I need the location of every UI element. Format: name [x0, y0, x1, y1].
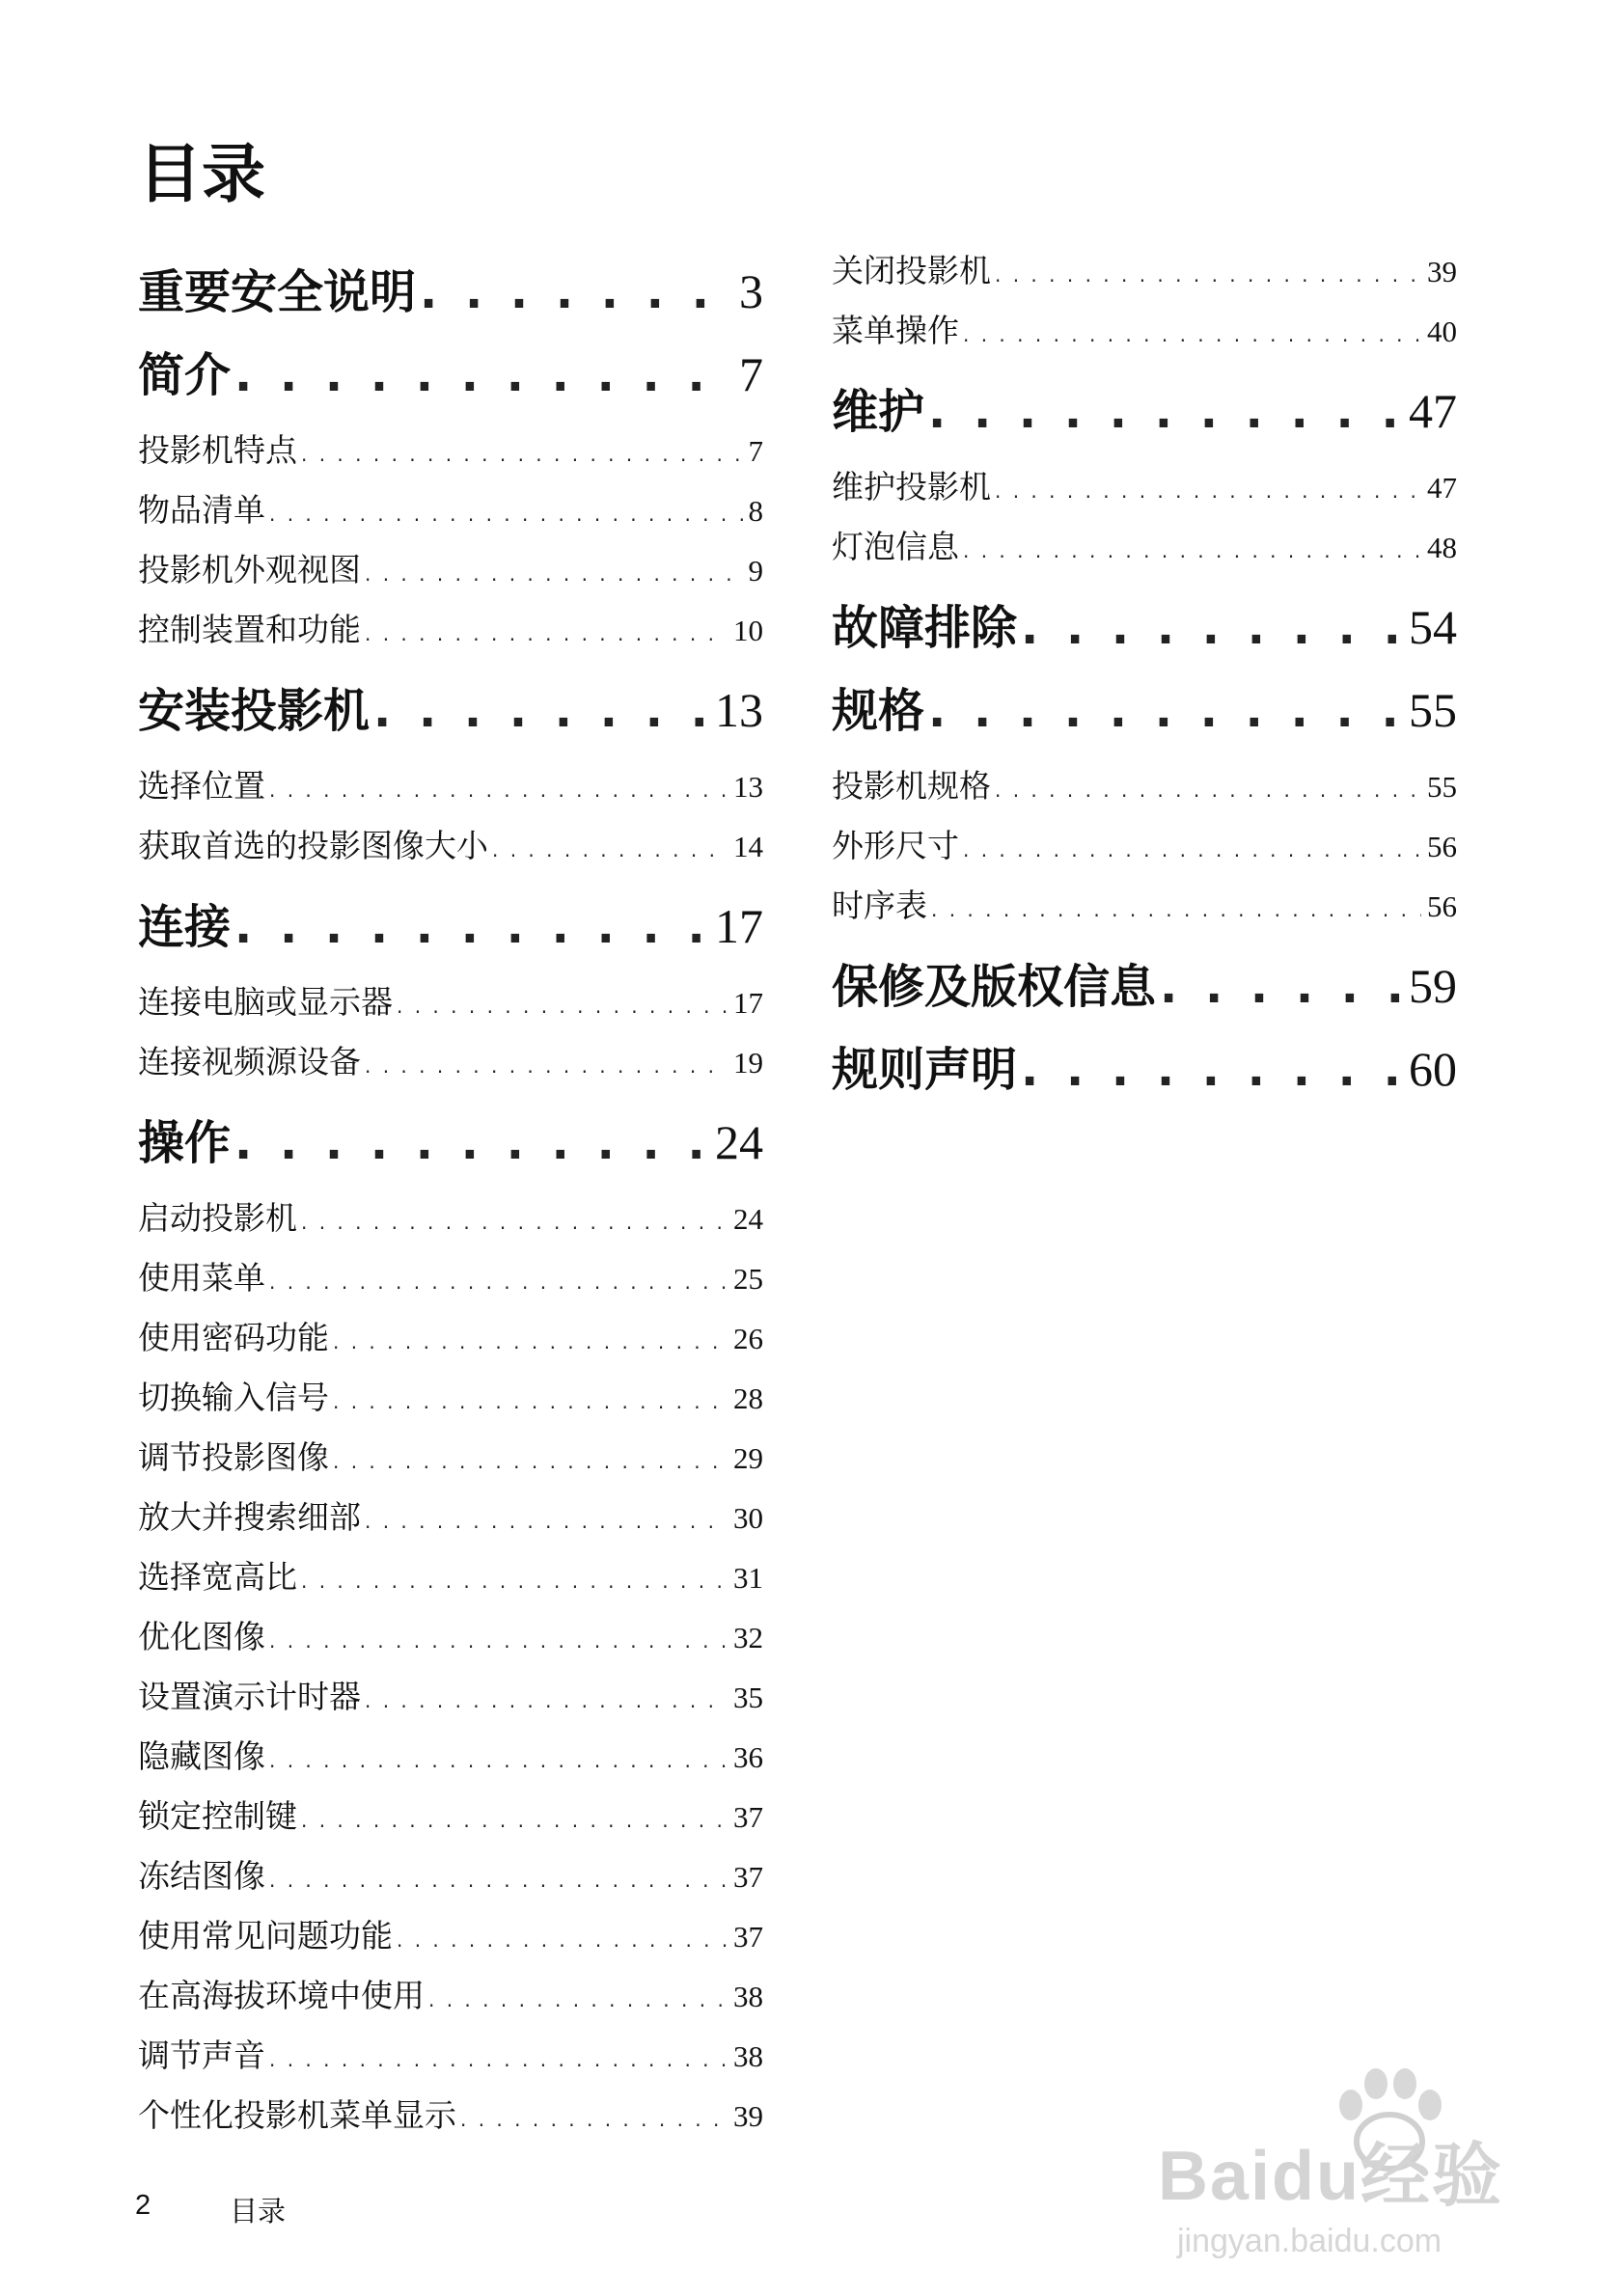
toc-section[interactable]	[138, 1667, 763, 1727]
dot-leader	[301, 424, 743, 480]
toc-chapter[interactable]	[832, 949, 1457, 1009]
toc-page-number: 9	[748, 554, 763, 588]
toc-section-title: 优化图像	[138, 1618, 265, 1655]
dot-leader	[373, 684, 709, 733]
toc-chapter[interactable]	[832, 673, 1457, 733]
toc-page-number: 60	[1409, 1042, 1457, 1092]
toc-page-number: 56	[1427, 889, 1457, 923]
dot-leader	[301, 1192, 728, 1248]
toc-chapter-title: 操作	[138, 1116, 232, 1165]
toc-page-number: 14	[733, 830, 763, 863]
toc-section[interactable]	[832, 876, 1457, 936]
toc-section-title: 隐藏图像	[138, 1737, 265, 1775]
toc-page-number: 39	[733, 2099, 763, 2133]
dot-leader	[365, 1671, 728, 1727]
toc-page-number: 55	[1409, 683, 1457, 733]
toc-page-number: 3	[739, 264, 763, 314]
toc-chapter[interactable]	[832, 1032, 1457, 1092]
toc-page-number: 19	[733, 1046, 763, 1080]
toc-page-number: 8	[748, 494, 763, 528]
toc-section[interactable]	[832, 517, 1457, 577]
toc-page-number: 17	[733, 986, 763, 1020]
watermark-logo-text: Baidu经验	[1158, 2138, 1504, 2215]
toc-section-title: 冻结图像	[138, 1857, 265, 1895]
toc-chapter[interactable]	[138, 255, 763, 314]
toc-chapter[interactable]	[138, 338, 763, 397]
toc-section[interactable]	[138, 756, 763, 816]
page-title: 目录	[138, 137, 265, 211]
dot-leader	[1160, 960, 1403, 1009]
toc-section[interactable]	[138, 1547, 763, 1607]
dot-leader	[1021, 1043, 1403, 1092]
toc-page-number: 39	[1427, 255, 1457, 288]
dot-leader	[995, 760, 1421, 816]
toc-left-column	[138, 241, 763, 2146]
toc-chapter[interactable]	[138, 889, 763, 949]
toc-page-number: 13	[733, 770, 763, 804]
toc-section[interactable]	[832, 457, 1457, 517]
toc-section[interactable]	[138, 972, 763, 1032]
toc-section-title: 时序表	[832, 887, 927, 924]
toc-page-number: 28	[733, 1381, 763, 1415]
toc-section-title: 放大并搜索细部	[138, 1498, 361, 1536]
toc-page-number: 37	[733, 1860, 763, 1894]
toc-section[interactable]	[138, 1488, 763, 1547]
dot-leader	[269, 484, 743, 540]
dot-leader	[931, 880, 1421, 936]
dot-leader	[333, 1312, 728, 1368]
toc-section[interactable]	[138, 1787, 763, 1846]
toc-section[interactable]	[832, 241, 1457, 301]
toc-chapter-title: 保修及版权信息	[832, 960, 1157, 1009]
toc-section[interactable]	[832, 301, 1457, 361]
toc-section-title: 使用密码功能	[138, 1319, 329, 1356]
toc-section-title: 选择位置	[138, 767, 265, 805]
dot-leader	[301, 1551, 728, 1607]
toc-section[interactable]	[138, 1032, 763, 1092]
toc-chapter-title: 故障排除	[832, 601, 1018, 650]
toc-section-title: 锁定控制键	[138, 1797, 297, 1835]
toc-section-title: 投影机规格	[832, 767, 991, 805]
dot-leader	[269, 1611, 728, 1667]
toc-chapter[interactable]	[832, 590, 1457, 650]
toc-section[interactable]	[832, 756, 1457, 816]
dot-leader	[269, 1850, 728, 1906]
toc-page-number: 32	[733, 1621, 763, 1654]
toc-section[interactable]	[138, 1308, 763, 1368]
toc-section[interactable]	[138, 1428, 763, 1488]
baidu-watermark	[1158, 2064, 1544, 2257]
toc-page-number: 47	[1427, 471, 1457, 505]
toc-chapter[interactable]	[832, 374, 1457, 434]
toc-section-title: 关闭投影机	[832, 252, 991, 289]
dot-leader	[428, 1970, 728, 2026]
toc-section[interactable]	[138, 1248, 763, 1308]
toc-page-number: 10	[733, 614, 763, 647]
toc-page-number: 7	[739, 347, 763, 397]
dot-leader	[963, 820, 1421, 876]
dot-leader	[397, 976, 728, 1032]
dot-leader	[995, 461, 1421, 517]
toc-page-number: 38	[733, 1980, 763, 2013]
toc-page-number: 38	[733, 2039, 763, 2073]
toc-page-number: 40	[1427, 314, 1457, 348]
dot-leader	[420, 265, 733, 314]
toc-section-title: 连接电脑或显示器	[138, 983, 393, 1021]
toc-chapter-title: 规格	[832, 684, 925, 733]
dot-leader	[397, 1910, 728, 1966]
toc-section-title: 调节投影图像	[138, 1438, 329, 1476]
dot-leader	[963, 521, 1421, 577]
toc-section-title: 投影机外观视图	[138, 551, 361, 588]
toc-chapter[interactable]	[138, 673, 763, 733]
toc-page-number: 35	[733, 1681, 763, 1714]
dot-leader	[928, 385, 1403, 434]
toc-page-number: 25	[733, 1262, 763, 1296]
toc-section[interactable]	[138, 1607, 763, 1667]
toc-section[interactable]	[138, 540, 763, 600]
toc-page-number: 36	[733, 1740, 763, 1774]
toc-section[interactable]	[138, 1846, 763, 1906]
toc-page-number: 29	[733, 1441, 763, 1475]
toc-section-title: 灯泡信息	[832, 528, 959, 565]
toc-page-number: 55	[1427, 770, 1457, 804]
toc-page-number: 59	[1409, 959, 1457, 1009]
toc-page-number: 37	[733, 1920, 763, 1954]
toc-section[interactable]	[138, 1189, 763, 1248]
toc-section-title: 物品清单	[138, 491, 265, 529]
toc-section[interactable]	[138, 1966, 763, 2026]
toc-page-number: 7	[748, 434, 763, 468]
toc-section-title: 启动投影机	[138, 1199, 297, 1237]
toc-page-number: 54	[1409, 600, 1457, 650]
dot-leader	[234, 900, 709, 949]
toc-section[interactable]	[138, 2026, 763, 2086]
toc-chapter-title: 维护	[832, 385, 925, 434]
toc-section-title: 在高海拔环境中使用	[138, 1977, 425, 2014]
toc-page-number: 31	[733, 1561, 763, 1595]
toc-chapter-title: 安装投影机	[138, 684, 371, 733]
toc-page-number: 56	[1427, 830, 1457, 863]
toc-section-title: 获取首选的投影图像大小	[138, 827, 488, 864]
dot-leader	[301, 1790, 728, 1846]
toc-chapter-title: 简介	[138, 348, 232, 397]
toc-page-number: 48	[1427, 531, 1457, 564]
toc-chapter[interactable]	[138, 1106, 763, 1165]
toc-section-title: 使用菜单	[138, 1259, 265, 1297]
toc-section-title: 调节声音	[138, 2036, 265, 2074]
dot-leader	[1021, 601, 1403, 650]
toc-chapter-title: 规则声明	[832, 1043, 1018, 1092]
toc-right-column	[832, 241, 1457, 1115]
dot-leader	[269, 760, 728, 816]
toc-page-number: 37	[733, 1800, 763, 1834]
toc-section-title: 菜单操作	[832, 312, 959, 349]
dot-leader	[333, 1432, 728, 1488]
toc-section-title: 维护投影机	[832, 468, 991, 506]
toc-section[interactable]	[138, 421, 763, 480]
dot-leader	[365, 1036, 728, 1092]
toc-page-number: 47	[1409, 384, 1457, 434]
toc-page-number: 24	[733, 1202, 763, 1236]
toc-section-title: 使用常见问题功能	[138, 1917, 393, 1954]
dot-leader	[269, 2030, 728, 2086]
dot-leader	[963, 305, 1421, 361]
toc-section[interactable]	[138, 1727, 763, 1787]
dot-leader	[460, 2090, 728, 2146]
toc-section-title: 连接视频源设备	[138, 1043, 361, 1080]
toc-section[interactable]	[832, 816, 1457, 876]
toc-section[interactable]	[138, 1368, 763, 1428]
toc-section[interactable]	[138, 816, 763, 876]
dot-leader	[234, 1116, 709, 1165]
watermark-url: jingyan.baidu.com	[1177, 2223, 1442, 2259]
footer-section-title: 目录	[230, 2195, 287, 2228]
dot-leader	[928, 684, 1403, 733]
dot-leader	[234, 348, 733, 397]
toc-section-title: 设置演示计时器	[138, 1678, 361, 1715]
toc-section-title: 切换输入信号	[138, 1379, 329, 1416]
dot-leader	[492, 820, 728, 876]
dot-leader	[365, 544, 743, 600]
toc-page-number: 24	[715, 1115, 763, 1165]
dot-leader	[333, 1372, 728, 1428]
toc-section[interactable]	[138, 480, 763, 540]
toc-section[interactable]	[138, 600, 763, 660]
toc-page-number: 30	[733, 1501, 763, 1535]
dot-leader	[995, 245, 1421, 301]
footer-page-number: 2	[135, 2190, 151, 2221]
dot-leader	[269, 1252, 728, 1308]
toc-section-title: 投影机特点	[138, 431, 297, 469]
toc-section[interactable]	[138, 2086, 763, 2146]
toc-page-number: 13	[715, 683, 763, 733]
dot-leader	[365, 604, 728, 660]
toc-section-title: 选择宽高比	[138, 1558, 297, 1596]
toc-page-number: 26	[733, 1322, 763, 1355]
toc-chapter-title: 重要安全说明	[138, 265, 417, 314]
dot-leader	[365, 1491, 728, 1547]
toc-section-title: 外形尺寸	[832, 827, 959, 864]
toc-chapter-title: 连接	[138, 900, 232, 949]
dot-leader	[269, 1731, 728, 1787]
toc-section-title: 控制装置和功能	[138, 611, 361, 648]
toc-page-number: 17	[715, 899, 763, 949]
toc-section[interactable]	[138, 1906, 763, 1966]
toc-section-title: 个性化投影机菜单显示	[138, 2096, 456, 2134]
